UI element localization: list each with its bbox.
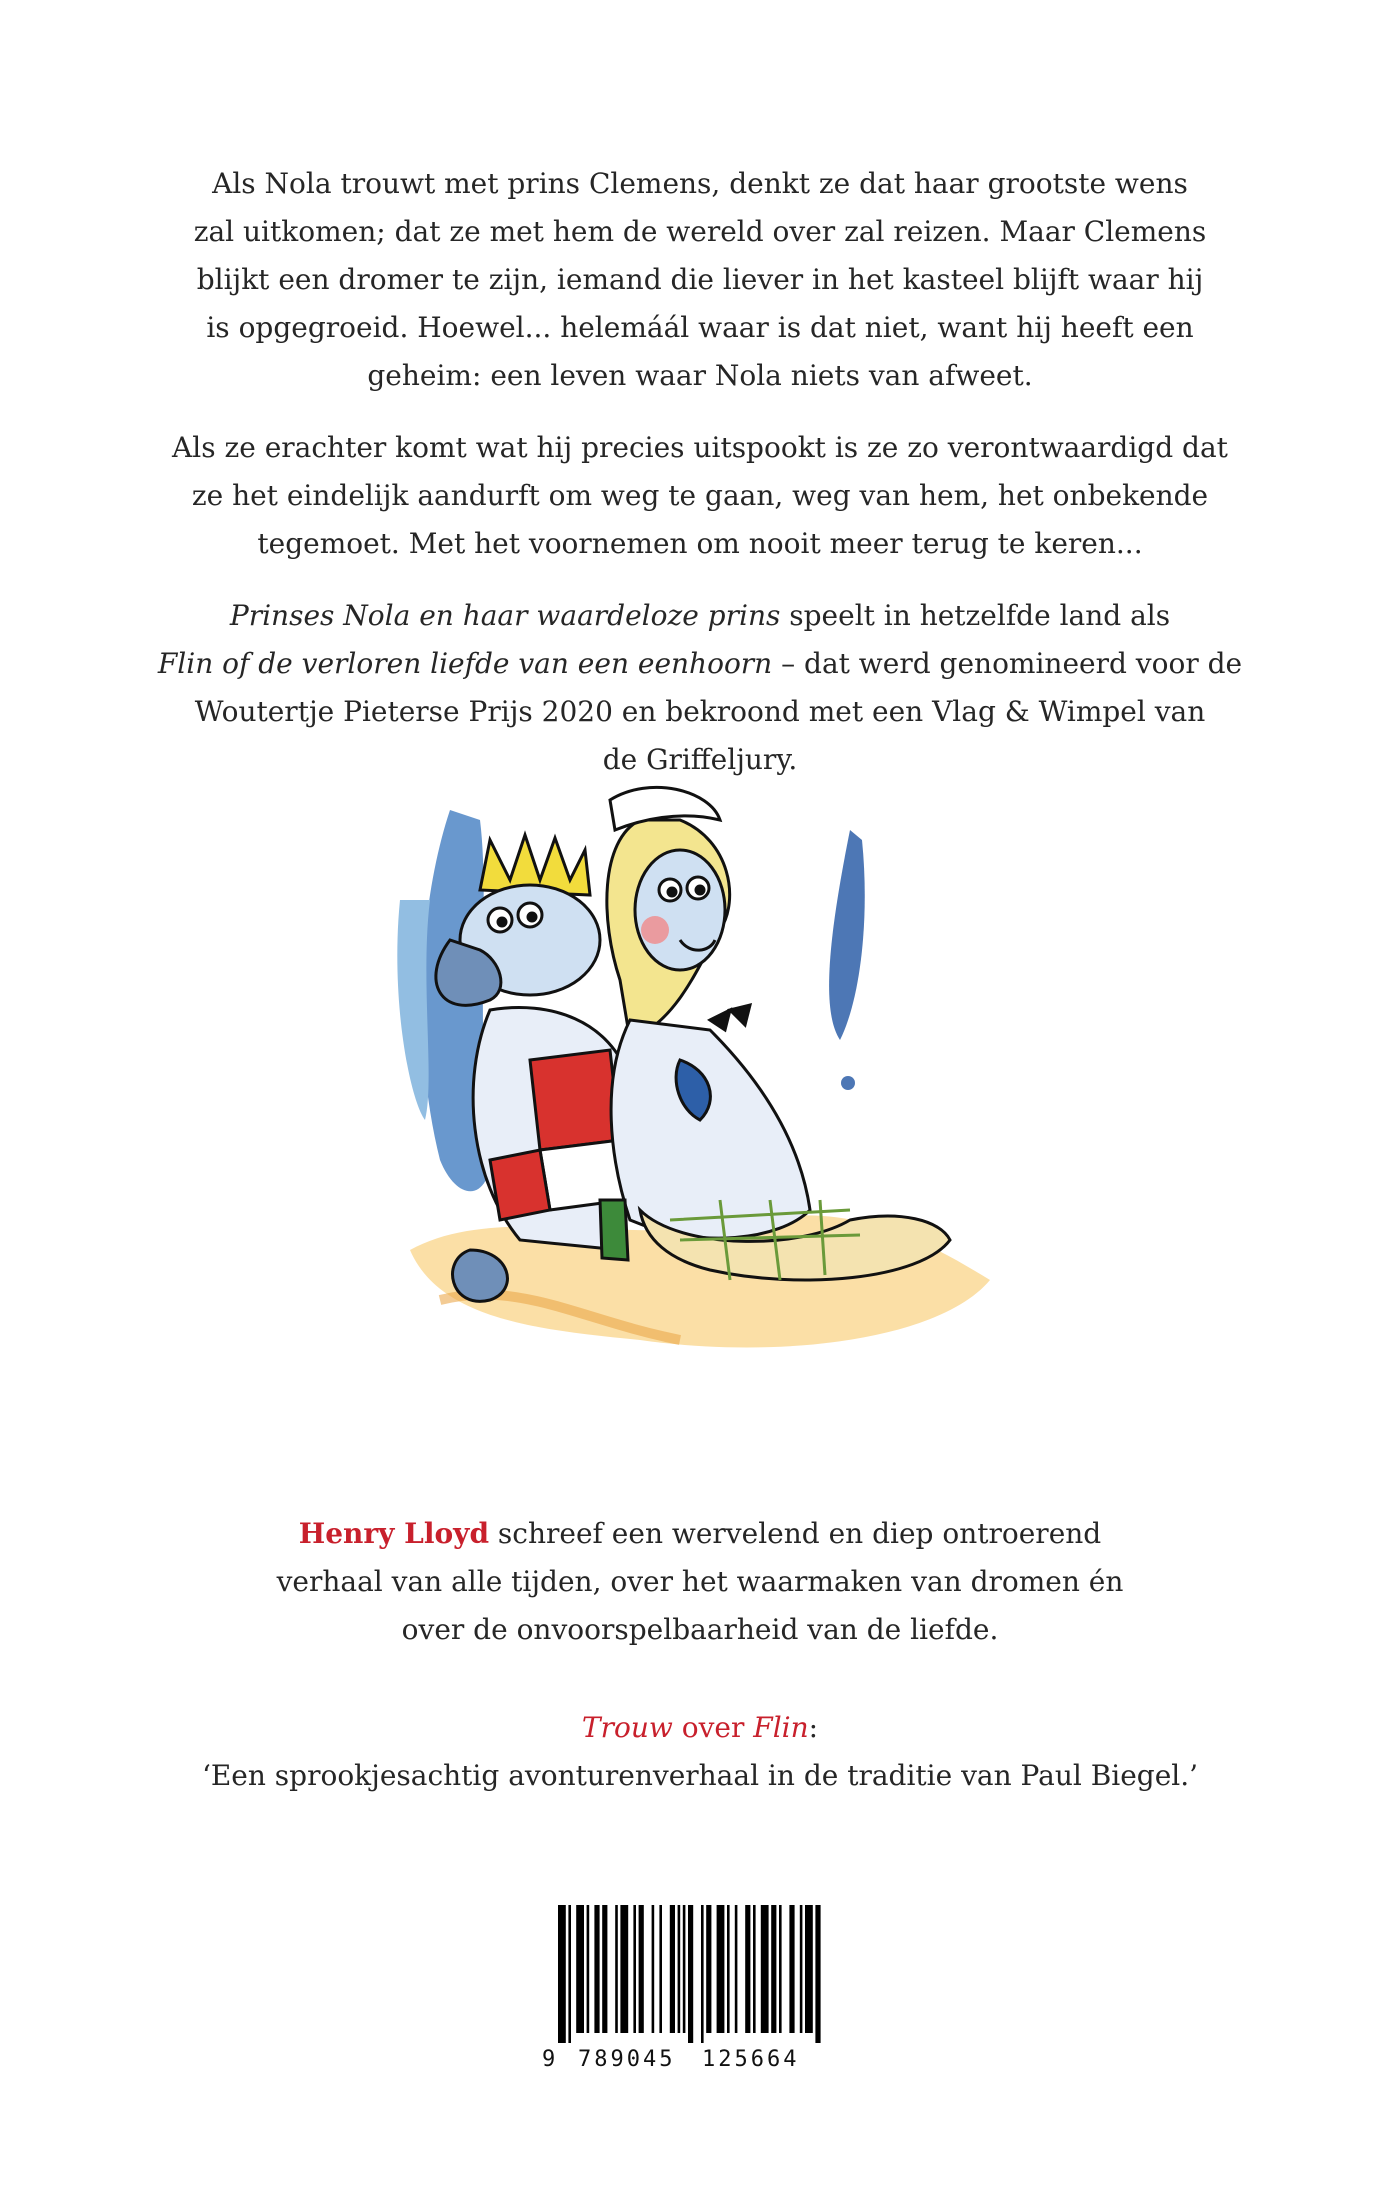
author-text: verhaal van alle tijden, over het waarmaken van dromen én [276,1565,1124,1598]
blurb-line: ze het eindelijk aandurft om weg te gaan, weg van hem, het onbekende [191,479,1209,512]
barcode-bar [789,1905,794,2033]
quote-source [130,1704,1270,1752]
barcode-bar [633,1905,636,2033]
barcode-bars [558,1905,838,2045]
barcode-bar [805,1905,813,2033]
barcode-bar [678,1905,681,2033]
barcode-bar [639,1905,644,2033]
blurb-line: Woutertje Pieterse Prijs 2020 en bekroond met een Vlag & Wimpel van [194,695,1206,728]
barcode-bar [745,1905,750,2033]
quote-source-end: : [808,1711,819,1744]
barcode-bar [735,1905,738,2033]
quote-text: ‘Een sprookjesachtig avonturenverhaal in de traditie van Paul Biegel.’ [201,1759,1199,1792]
blurb-line: de Griffeljury. [602,743,798,776]
blurb-text: – dat werd genomineerd voor de [772,647,1243,680]
barcode-bar [620,1905,628,2033]
barcode-bar [688,1905,693,2043]
author-text: over de onvoorspelbaarheid van de liefde. [401,1613,999,1646]
quote-source-name: Trouw [581,1711,673,1744]
blurb-line: tegemoet. Met het voornemen om nooit meer terug te keren... [257,527,1143,560]
author-name: Henry Lloyd [298,1517,490,1550]
blurb-text: speelt in hetzelfde land als [780,599,1171,632]
barcode-bar [815,1905,820,2043]
barcode-bar [727,1905,730,2033]
isbn-left-digits: 789045 [578,2047,676,2072]
barcode-bar [761,1905,769,2033]
book-title: Prinses Nola en haar waardeloze prins [229,599,781,632]
prince-princess-illustration [380,780,1020,1420]
barcode-bar [568,1905,571,2043]
barcode-bar [771,1905,776,2033]
author-text: schreef een wervelend en diep ontroerend [489,1517,1102,1550]
quote-source-middle: over [672,1711,754,1744]
barcode-bar [800,1905,803,2033]
barcode-bar [652,1905,655,2033]
isbn-barcode [540,1905,840,2085]
barcode-bar [558,1905,566,2043]
barcode-bar [683,1905,686,2033]
blurb-line: is opgegroeid. Hoewel... helemáál waar is dat niet, want hij heeft een [206,311,1194,344]
isbn-right-digits: 125664 [702,2047,800,2072]
barcode-bar [602,1905,607,2033]
barcode-bar [753,1905,756,2033]
book-title: Flin of de verloren liefde van een eenhoorn [157,647,773,680]
barcode-bar [587,1905,590,2033]
barcode-bar [615,1905,618,2033]
blurb-line: Als Nola trouwt met prins Clemens, denkt ze dat haar grootste wens [212,167,1188,200]
barcode-bar [701,1905,704,2043]
barcode-bar [576,1905,584,2033]
blurb-paragraph-2 [130,424,1270,568]
blurb-line: Als ze erachter komt wat hij precies uitspookt is ze zo verontwaardigd dat [172,431,1228,464]
blurb-line: zal uitkomen; dat ze met hem de wereld over zal reizen. Maar Clemens [193,215,1207,248]
barcode-bar [717,1905,725,2033]
barcode-bar [594,1905,599,2033]
blurb-paragraph-3 [130,592,1270,784]
barcode-bar [706,1905,711,2033]
blurb-paragraph-1 [130,160,1270,400]
blurb-line: geheim: een leven waar Nola niets van afweet. [367,359,1033,392]
blurb-line: blijkt een dromer te zijn, iemand die liever in het kasteel blijft waar hij [196,263,1204,296]
barcode-bar [659,1905,662,2033]
barcode-bar [670,1905,675,2033]
isbn-first-digit: 9 [542,2047,556,2072]
quote-source-book: Flin [753,1711,809,1744]
author-paragraph [130,1510,1270,1654]
barcode-bar [779,1905,782,2033]
